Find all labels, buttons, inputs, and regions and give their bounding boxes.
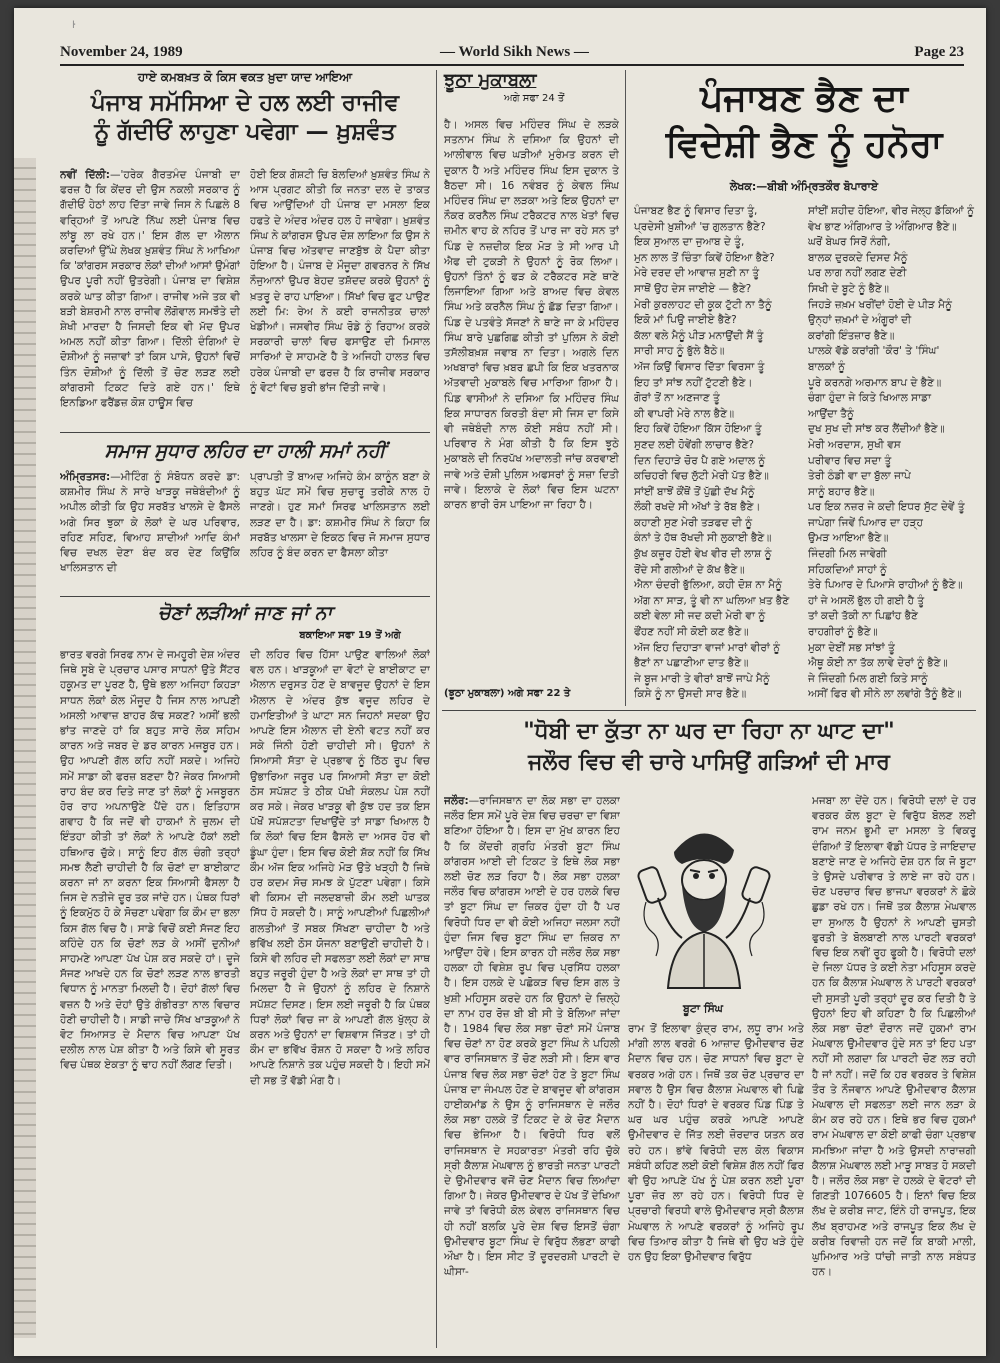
- chona-col1: [60, 648, 240, 1348]
- samaj-col1: [60, 470, 240, 590]
- dhobi-headline-line1: "ਧੋਬੀ ਦਾ ਕੁੱਤਾ ਨਾ ਘਰ ਦਾ ਰਿਹਾ ਨਾ ਘਾਟ ਦਾ": [523, 719, 895, 744]
- story-text: ਹੋਈ ਇਕ ਗੋਸ਼ਟੀ ਚਿ ਬੋਲਦਿਆਂ ਖ਼ੁਸ਼ਵੰਤ ਸਿੰਘ ਨੇ ਆਸ ਪ੍ਰਗਟ ਕੀਤੀ ਕਿ ਜਨਤਾ ਦਲ ਦੇ ਤਾਕਤ ਵਿਚ ਆਉਂਦਿਆਂ ਹੀ ਪੰਜਾਬ ਦਾ ਮਸਲਾ ਇਕ ਹਫਤੇ ਦੇ ਅੰਦਰ ਅੰਦਰ ਹਲ ਹੋ ਜਾਵੇਗਾ। ਖ਼ੁਸ਼ਵੰਤ ਸਿੰਘ ਨੇ ਕਾਂਗਰਸ ਉਪਰ ਦੋਸ਼ ਲਾਇਆ ਕਿ ਉਸ ਨੇ ਪੰਜਾਬ ਵਿਚ ਅੱਤਵਾਦ ਜਾਣਬੁੱਝ ਕੇ ਪੈਦਾ ਕੀਤਾ ਹੋਇਆ ਹੈ। ਪੰਜਾਬ ਦੇ ਮੌਜੂਦਾ ਗਵਰਨਰ ਨੇ ਸਿੱਖ ਨੌਜੁਆਨਾਂ ਉਪਰ ਬੇਹਦ ਤਸ਼ੱਦਦ ਕਰਕੇ ਉਹਨਾਂ ਨੂੰ ਖ਼ਤਰੂ ਦੇ ਰਾਹ ਪਾਇਆ। ਸਿੱਖਾਂ ਵਿਚ ਫੁਟ ਪਾਉਣ ਲਈ ਮਿ: ਰੇਅ ਨੇ ਕਈ ਰਾਜਨੀਤਕ ਚਾਲਾਂ ਖੇਡੀਆਂ। ਜਸਵੀਰ ਸਿੰਘ ਰੋਡੇ ਨੂੰ ਰਿਹਾਅ ਕਰਕੇ ਸਰਕਾਰੀ ਚਾਲਾਂ ਵਿਚ ਫਸਾਉਣ ਦੀ ਮਿਸਾਲ ਸਾਰਿਆਂ ਦੇ ਸਾਹਮਣੇ ਹੈ ਤੇ ਅਜਿਹੀ ਹਾਲਤ ਵਿਚ ਹਰੇਕ ਪੰਜਾਬੀ ਦਾ ਫਰਜ਼ ਹੈ ਕਿ ਰਾਜੀਵ ਸਰਕਾਰ ਨੂੰ ਵੋਟਾਂ ਵਿਚ ਬੁਰੀ ਭਾਂਜ ਦਿੱਤੀ ਜਾਵੇ।: [250, 169, 430, 394]
- dateline: ਜਲੌਰ:: [444, 795, 469, 807]
- binding-holes: [14, 158, 36, 1338]
- story-text: ਹੈ। ਅਸਲ ਵਿਚ ਮਹਿੰਦਰ ਸਿੰਘ ਦੇ ਲੜਕੇ ਸਤਨਾਮ ਸਿੰਘ ਨੇ ਦਸਿਆ ਕਿ ਉਹਨਾਂ ਦੀ ਆਲੀਵਾਲ ਵਿਚ ਘੜੀਆਂ ਮੁਰੰਮਤ ਕਰਨ ਦੀ ਦੁਕਾਨ ਹੈ ਅਤੇ ਮਹਿੰਦਰ ਸਿੰਘ ਇਸ ਦੁਕਾਨ ਤੇ ਬੈਠਦਾ ਸੀ। 16 ਨਵੰਬਰ ਨੂੰ ਕੇਵਲ ਸਿੰਘ ਮਹਿੰਦਰ ਸਿੰਘ ਦਾ ਲੜਕਾ ਅਤੇ ਇਕ ਉਹਨਾਂ ਦਾ ਨੌਕਰ ਕਰਨੈਲ ਸਿੰਘ ਟਰੈਕਟਰ ਨਾਲ ਖੇਤਾਂ ਵਿਚ ਜ਼ਮੀਨ ਵਾਹ ਕੇ ਨਹਿਰ ਤੋਂ ਪਾਰ ਜਾ ਰਹੇ ਸਨ ਤਾਂ ਪਿੰਡ ਦੇ ਨਜ਼ਦੀਕ ਇਕ ਮੋੜ ਤੇ ਸੀ ਆਰ ਪੀ ਐਫ ਦੀ ਟੁਕੜੀ ਨੇ ਉਹਨਾਂ ਨੂੰ ਰੋਕ ਲਿਆ। ਉਹਨਾਂ ਤਿੰਨਾਂ ਨੂੰ ਫੜ ਕੇ ਟਰੈਕਟਰ ਸਣੇ ਥਾਣੇ ਲਿਜਾਇਆ ਗਿਆ ਅਤੇ ਬਾਅਦ ਵਿਚ ਕੇਵਲ ਸਿੰਘ ਅਤੇ ਕਰਨੈਲ ਸਿੰਘ ਨੂੰ ਛੱਡ ਦਿਤਾ ਗਿਆ। ਪਿੰਡ ਦੇ ਪਤਵੰਤੇ ਸੱਜਣਾਂ ਨੇ ਥਾਣੇ ਜਾ ਕੇ ਮਹਿੰਦਰ ਸਿੰਘ ਬਾਰੇ ਪੁਛਗਿਛ ਕੀਤੀ ਤਾਂ ਪੁਲਿਸ ਨੇ ਕੋਈ ਤਸੱਲੀਬਖ਼ਸ਼ ਜਵਾਬ ਨਾ ਦਿਤਾ। ਅਗਲੇ ਦਿਨ ਅਖਬਾਰਾਂ ਵਿਚ ਖ਼ਬਰ ਛਪੀ ਕਿ ਇਕ ਖਤਰਨਾਕ ਅੱਤਵਾਦੀ ਮੁਕਾਬਲੇ ਵਿਚ ਮਾਰਿਆ ਗਿਆ ਹੈ। ਪਿੰਡ ਵਾਸੀਆਂ ਨੇ ਦਸਿਆ ਕਿ ਮਹਿੰਦਰ ਸਿੰਘ ਇਕ ਸਾਧਾਰਨ ਕਿਰਤੀ ਬੰਦਾ ਸੀ ਜਿਸ ਦਾ ਕਿਸੇ ਵੀ ਜਥੇਬੰਦੀ ਨਾਲ ਕੋਈ ਸਬੰਧ ਨਹੀਂ ਸੀ। ਪਰਿਵਾਰ ਨੇ ਮੰਗ ਕੀਤੀ ਹੈ ਕਿ ਇਸ ਝੂਠੇ ਮੁਕਾਬਲੇ ਦੀ ਨਿਰਪੱਖ ਅਦਾਲਤੀ ਜਾਂਚ ਕਰਵਾਈ ਜਾਵੇ ਅਤੇ ਦੋਸ਼ੀ ਪੁਲਿਸ ਅਫਸਰਾਂ ਨੂੰ ਸਜ਼ਾ ਦਿਤੀ ਜਾਵੇ। ਇਲਾਕੇ ਦੇ ਲੋਕਾਂ ਵਿਚ ਇਸ ਘਟਨਾ ਕਾਰਨ ਭਾਰੀ ਰੋਸ ਪਾਇਆ ਜਾ ਰਿਹਾ ਹੈ।: [444, 119, 619, 512]
- paper-title: — World Sikh News —: [440, 44, 589, 60]
- story-headline-line2: ਨੂੰ ਗੱਦੀਓਂ ਲਾਹੁਣਾ ਪਵੇਗਾ — ਖ਼ੁਸ਼ਵੰਤ: [94, 119, 396, 145]
- story-headline-line1: ਪੰਜਾਬ ਸਮੱਸਿਆ ਦੇ ਹਲ ਲਈ ਰਾਜੀਵ: [91, 90, 399, 116]
- poem-col1: ਪੰਜਾਬਣ ਭੈਣ ਨੂੰ ਵਿਸਾਰ ਦਿਤਾ ਤੂੰ, ਪ੍ਰਦੇਸੀ ਖ਼ੁਸ਼ੀਆਂ 'ਚ ਗੁਲਤਾਨ ਭੈਣੇ? ਇਕ ਸੁਆਲ ਦਾ ਜੁਆਬ ਦੇ ਤੂੰ, ਮੁਨ ਲਾਲ ਤੋਂ ਚਿੰਤਾ ਕਿਵੇਂ ਹੋਇਆ ਭੈਣੇ? ਮੇਰੇ ਦਰਦ ਦੀ ਆਵਾਜ਼ ਸੁਣੀ ਨਾ ਤੂੰ ਸਾਥੋਂ ਉਹ ਦੇਸ ਜਾਈਏ — ਭੈਣੇ? ਮੇਰੀ ਕੁਰਲਾਹਟ ਦੀ ਕੂਕ ਟੁੱਟੀ ਨਾ ਤੈਨੂੰ ਇਕੋ ਮਾਂ ਪਿਉ ਜਾਈਏ ਭੈਣੇ? ਕੱਲਾ ਵਲੇ ਮੈਨੂੰ ਪੀੜ ਮਨਾਉਂਦੀ ਸੈਂ ਤੂੰ ਸਾਰੀ ਸਾਹ ਨੂੰ ਭੁੱਲੇ ਬੈਠੇ॥ ਅੱਜ ਕਿਉਂ ਵਿਸਾਰ ਦਿੱਤਾ ਵਿਰਸਾ ਤੂੰ ਇਹ ਤਾਂ ਸਾਂਝ ਨਹੀਂ ਟੁੱਟਣੀ ਭੈਣੇ। ਗੋਰਾਂ ਤੋਂ ਨਾ ਅਣਜਾਣ ਤੂੰ ਕੀ ਵਾਪਰੀ ਮੇਰੇ ਨਾਲ ਭੈਣੇ॥ ਇਹ ਕਿਵੇਂ ਹੋਇਆ ਕਿੱਸ ਹੋਇਆ ਤੂੰ ਸੁਣਦ ਲਈ ਹੋਵੇਂਗੀ ਲਾਚਾਰ ਭੈਣੇ? ਦਿਨ ਦਿਹਾੜੇ ਚੋਰ ਪੈ ਗਏ ਅਦਾਲ ਨੂੰ ਕਚਿਹਰੀ ਵਿਚ ਲੁੱਟੀ ਮੇਰੀ ਪੱਤ ਭੈਣੇ॥ ਸਾਂਈਂ ਬਾਝੋਂ ਕੌਂਥੋਂ ਤੋਂ ਪੁੱਛੀ ਦੱਖ ਮੈਨੂੰ ਲੌਕੀ ਰਖਦੇ ਸੀ ਅੱਖਾਂ ਤੇ ਰੱਬ ਭੈਣੇ। ਕਹਾਣੀ ਸੁਣ ਮੇਰੀ ਤੜਫਦ ਦੀ ਨੂੰ ਕੰਨਾਂ ਤੇ ਹੱਥ ਰੱਖਦੀ ਸੀ ਲੁਕਾਈ ਭੈਣੇ॥ ਕੁੱਖ ਕਜ਼ੂਰ ਹੋਈ ਵੇਖ ਵੀਰ ਦੀ ਲਾਸ਼ ਨੂੰ ਰੋਂਦੇ ਸੀ ਗਲੀਆਂ ਦੇ ਕੱਖ ਭੈਣੇ॥ ਐਨਾ ਚੰਦਰੀ ਭੁੱਲਿਆ, ਕਹੀ ਦੋਸ਼ ਨਾ ਮੈਨੂੰ ਅੱਗ ਨਾ ਸਾੜ, ਤੂੰ ਵੀ ਨਾ ਘਲਿਆ ਖ਼ਤ ਭੈਣੇ ਕਈ ਵੇਲਾ ਸੀ ਜਦ ਕਦੀ ਮੇਰੀ ਵਾ ਨੂੰ ਫੌਂਹਣ ਨਹੀਂ ਸੀ ਕੋਈ ਕਣ ਭੈਣੇ॥ ਅੱਜ ਇਹ ਦਿਹਾੜਾ ਵਾਜਾਂ ਮਾਰਾਂ ਵੀਰਾਂ ਨੂੰ ਭੈਣਾਂ ਨਾ ਪਛਾਣੀਆ ਦਾਤ ਭੈਣੇ॥ ਜੇ ਬੂਜ ਮਾਰੀ ਤੇ ਵੀਰਾਂ ਬਾਝੋਂ ਜਾਪੇ ਮੈਨੂੰ ਕਿਸੇ ਨੂੰ ਨਾ ਉਸਦੀ ਸਾਰ ਭੈਣੇ॥: [634, 205, 790, 701]
- cartoon-caption: ਬੂਟਾ ਸਿੰਘ: [683, 1002, 723, 1015]
- continued-from: ਬਕਾਇਆ ਸਫਾ 19 ਤੋਂ ਅਗੇ: [299, 630, 401, 641]
- story-text: —ਰਾਜਿਸਥਾਨ ਦਾ ਲੋਕ ਸਭਾ ਦਾ ਹਲਕਾ ਜਲੌਰ ਇਸ ਸਮੇਂ ਪੂਰੇ ਦੇਸ਼ ਵਿਚ ਚਰਚਾ ਦਾ ਵਿਸ਼ਾ ਬਣਿਆ ਹੋਇਆ ਹੈ। ਇਸ ਦਾ ਮੁੱਖ ਕਾਰਨ ਇਹ ਹੈ ਕਿ ਕੇਂਦਰੀ ਗ੍ਰਹਿ ਮੰਤਰੀ ਬੂਟਾ ਸਿੰਘ ਕਾਂਗਰਸ ਆਈ ਦੀ ਟਿਕਟ ਤੇ ਇਥੇ ਲੋਕ ਸਭਾ ਲਈ ਚੋਣ ਲੜ ਰਿਹਾ ਹੈ। ਲੋਕ ਸਭਾ ਹਲਕਾ ਜਲੌਰ ਵਿਚ ਕਾਂਗਰਸ ਆਈ ਦੇ ਹਰ ਹਲਕੇ ਵਿਚ ਤਾਂ ਬੂਟਾ ਸਿੰਘ ਦਾ ਜ਼ਿਕਰ ਹੁੰਦਾ ਹੀ ਹੈ ਪਰ ਵਿਰੋਧੀ ਧਿਰ ਦਾ ਵੀ ਕੋਈ ਅਜਿਹਾ ਜਲਸਾ ਨਹੀਂ ਹੁੰਦਾ ਜਿਸ ਵਿਚ ਬੂਟਾ ਸਿੰਘ ਦਾ ਜ਼ਿਕਰ ਨਾ ਆਉਂਦਾ ਹੋਵੇ। ਇਸ ਕਾਰਨ ਹੀ ਜਲੌਰ ਲੋਕ ਸਭਾ ਹਲਕਾ ਹੀ ਵਿਸ਼ੇਸ਼ ਰੂਪ ਵਿਚ ਪ੍ਰਸਿੱਧ ਹਲਕਾ ਹੈ। ਇਸ ਹਲਕੇ ਦੇ ਪਛੋਕੜ ਵਿਚ ਇਸ ਗਲ ਤੇ ਖ਼ੁਸ਼ੀ ਮਹਿਸੂਸ ਕਰਦੇ ਹਨ ਕਿ ਉਹਨਾਂ ਦੇ ਜ਼ਿਲ੍ਹੇ ਦਾ ਨਾਮ ਹਰ ਰੋਜ਼ ਬੀ ਬੀ ਸੀ ਤੇ ਬੋਲਿਆ ਜਾਂਦਾ ਹੈ। 1984 ਵਿਚ ਲੋਕ ਸਭਾ ਚੋਣਾਂ ਸਮੇਂ ਪੰਜਾਬ ਵਿਚ ਚੋਣਾਂ ਨਾ ਹੋਣ ਕਰਕੇ ਬੂਟਾ ਸਿੰਘ ਨੇ ਪਹਿਲੀ ਵਾਰ ਰਾਜਿਸਥਾਨ ਤੋਂ ਚੋਣ ਲੜੀ ਸੀ। ਇਸ ਵਾਰ ਪੰਜਾਬ ਵਿਚ ਲੋਕ ਸਭਾ ਚੋਣਾਂ ਹੋਣ ਤੇ ਬੂਟਾ ਸਿੰਘ ਪੰਜਾਬ ਦਾ ਜੰਮਪਲ ਹੋਣ ਦੇ ਬਾਵਜੂਦ ਵੀ ਕਾਂਗਰਸ ਹਾਈਕਮਾਂਡ ਨੇ ਉਸ ਨੂੰ ਰਾਜਿਸਥਾਨ ਦੇ ਜਲੌਰ ਲੋਕ ਸਭਾ ਹਲਕੇ ਤੋਂ ਟਿਕਟ ਦੇ ਕੇ ਚੋਣ ਮੈਦਾਨ ਵਿਚ ਭੇਜਿਆ ਹੈ। ਵਿਰੋਧੀ ਧਿਰ ਵਲੋਂ ਰਾਜਿਸਥਾਨ ਦੇ ਸਹਕਾਰਤਾ ਮੰਤਰੀ ਰਹਿ ਚੁੱਕੇ ਸ੍ਰੀ ਕੈਲਾਸ਼ ਮੇਘਵਾਲ ਨੂੰ ਭਾਰਤੀ ਜਨਤਾ ਪਾਰਟੀ ਦੇ ਉਮੀਦਵਾਰ ਵਜੋਂ ਚੋਣ ਮੈਦਾਨ ਵਿਚ ਲਿਆਂਦਾ ਗਿਆ ਹੈ। ਜੇਕਰ ਉਮੀਦਵਾਰ ਦੇ ਪੱਖ ਤੋਂ ਦੇਖਿਆ ਜਾਵੇ ਤਾਂ ਵਿਰੋਧੀ ਕੋਲ ਕੇਵਲ ਰਾਜਿਸਥਾਨ ਵਿਚ ਹੀ ਨਹੀਂ ਬਲਕਿ ਪੂਰੇ ਦੇਸ਼ ਵਿਚ ਇਸਤੋਂ ਚੰਗਾ ਉਮੀਦਵਾਰ ਬੂਟਾ ਸਿੰਘ ਦੇ ਵਿਰੁੱਧ ਲੱਭਣਾ ਕਾਫੀ ਔਖਾ ਹੈ। ਇਸ ਸੀਟ ਤੋਂ ਦੂਰਦਰਸ਼ੀ ਪਾਰਟੀ ਦੇ ਘੀਸਾ-: [444, 795, 620, 1279]
- section-divider: [60, 596, 430, 597]
- continued-from: ਅਗੇ ਸਫਾ 24 ਤੋਂ: [504, 93, 565, 104]
- page-header: [60, 42, 964, 66]
- section-divider: [60, 432, 430, 433]
- column-rule: [625, 70, 626, 706]
- poem-headline-line2: ਵਿਦੇਸ਼ੀ ਭੈਣ ਨੂੰ ਹਨੋਰਾ: [665, 124, 943, 165]
- story-text: ਦੀ ਲਹਿਰ ਵਿਚ ਹਿੱਸਾ ਪਾਉਣ ਵਾਲਿਆਂ ਲੋਕਾਂ ਵਲ ਹਨ। ਖਾੜਕੂਆਂ ਦਾ ਵੋਟਾਂ ਦੇ ਬਾਈਕਾਟ ਦਾ ਐਲਾਨ ਦਰੁਸਤ ਹੋਣ ਦੇ ਬਾਵਜੂਦ ਉਹਨਾਂ ਦੇ ਇਸ ਐਲਾਨ ਦੇ ਅੰਦਰ ਕੁੱਝ ਵਜੂਦ ਲਹਿਰ ਦੇ ਹਮਾਇਤੀਆਂ ਤੇ ਘਾਟਾ ਸਨ ਜਿਹਨਾਂ ਸਦਕਾ ਉਹ ਆਪਣੇ ਇਸ ਐਲਾਨ ਦੀ ਏਨੀ ਵਟਤ ਨਹੀਂ ਕਰ ਸਕੇ ਜਿੰਨੀ ਹੋਣੀ ਚਾਹੀਦੀ ਸੀ। ਉਹਨਾਂ ਨੇ ਸਿਆਸੀ ਸੱਤਾ ਦੇ ਪ੍ਰਭਾਵ ਨੂੰ ਠਿੱਠ ਰੂਪ ਵਿਚ ਉਭਾਰਿਆ ਜਰੂਰ ਪਰ ਸਿਆਸੀ ਸੱਤਾ ਦਾ ਕੋਈ ਠੋਸ ਸਪੱਸ਼ਟ ਤੇ ਠੀਕ ਪੱਖੀ ਸੰਕਲਪ ਪੇਸ਼ ਨਹੀਂ ਕਰ ਸਕੇ। ਜੇਕਰ ਖਾੜਕੂ ਵੀ ਕੁੱਝ ਹਦ ਤਕ ਇਸ ਪੱਖੋਂ ਸਪੱਸ਼ਟਤਾ ਦਿਖਾਉਂਦੇ ਤਾਂ ਸਾਡਾ ਖਿਆਲ ਹੈ ਕਿ ਲੋਕਾਂ ਵਿਚ ਇਸ ਫੈਸਲੇ ਦਾ ਅਸਰ ਹੋਰ ਵੀ ਡੂੰਘਾ ਹੁੰਦਾ। ਇਸ ਵਿਚ ਕੋਈ ਸ਼ੱਕ ਨਹੀਂ ਕਿ ਸਿੱਖ ਕੌਮ ਅੱਜ ਇਕ ਅਜਿਹੇ ਮੋੜ ਉਤੇ ਖੜ੍ਹੀ ਹੈ ਜਿਥੇ ਹਰ ਕਦਮ ਸੋਚ ਸਮਝ ਕੇ ਪੁੱਟਣਾ ਪਵੇਗਾ। ਕਿਸੇ ਵੀ ਕਿਸਮ ਦੀ ਜਲਦਬਾਜ਼ੀ ਕੌਮ ਲਈ ਘਾਤਕ ਸਿੱਧ ਹੋ ਸਕਦੀ ਹੈ। ਸਾਨੂੰ ਆਪਣੀਆਂ ਪਿਛਲੀਆਂ ਗਲਤੀਆਂ ਤੋਂ ਸਬਕ ਸਿੱਖਣਾ ਚਾਹੀਦਾ ਹੈ ਅਤੇ ਭਵਿੱਖ ਲਈ ਠੋਸ ਯੋਜਨਾ ਬਣਾਉਣੀ ਚਾਹੀਦੀ ਹੈ। ਕਿਸੇ ਵੀ ਲਹਿਰ ਦੀ ਸਫਲਤਾ ਲਈ ਲੋਕਾਂ ਦਾ ਸਾਥ ਬਹੁਤ ਜਰੂਰੀ ਹੁੰਦਾ ਹੈ ਅਤੇ ਲੋਕਾਂ ਦਾ ਸਾਥ ਤਾਂ ਹੀ ਮਿਲਦਾ ਹੈ ਜੇ ਉਹਨਾਂ ਨੂੰ ਲਹਿਰ ਦੇ ਨਿਸ਼ਾਨੇ ਸਪੱਸ਼ਟ ਦਿਸਣ। ਇਸ ਲਈ ਜਰੂਰੀ ਹੈ ਕਿ ਪੰਥਕ ਧਿਰਾਂ ਲੋਕਾਂ ਵਿਚ ਜਾ ਕੇ ਆਪਣੀ ਗੱਲ ਖੁੱਲ੍ਹ ਕੇ ਕਰਨ ਅਤੇ ਉਹਨਾਂ ਦਾ ਵਿਸ਼ਵਾਸ ਜਿੱਤਣ। ਤਾਂ ਹੀ ਕੌਮ ਦਾ ਭਵਿੱਖ ਰੌਸ਼ਨ ਹੋ ਸਕਦਾ ਹੈ ਅਤੇ ਲਹਿਰ ਆਪਣੇ ਨਿਸ਼ਾਨੇ ਤਕ ਪਹੁੰਚ ਸਕਦੀ ਹੈ। ਇਹੀ ਸਮੇਂ ਦੀ ਸਭ ਤੋਂ ਵੱਡੀ ਮੰਗ ਹੈ।: [250, 649, 430, 1087]
- page-number: Page 23: [914, 44, 964, 60]
- story-text: —'ਹਰੇਕ ਗੈਰਤਮੰਦ ਪੰਜਾਬੀ ਦਾ ਫਰਜ਼ ਹੈ ਕਿ ਕੇਂਦਰ ਦੀ ਉਸ ਨਕਲੀ ਸਰਕਾਰ ਨੂੰ ਗੱਦੀਓਂ ਹੇਠਾਂ ਲਾਹ ਦਿੱਤਾ ਜਾਵੇ ਜਿਸ ਨੇ ਪਿਛਲੇ 8 ਵਰ੍ਹਿਆਂ ਤੋਂ ਆਪਣੇ ਨਿੱਘ ਲਈ ਪੰਜਾਬ ਵਿਚ ਲਾਂਬੂ ਲਾ ਰਖੇ ਹਨ।' ਇਸ ਗੱਲ ਦਾ ਐਲਾਨ ਕਰਦਿਆਂ ਉੱਘੇ ਲੇਖਕ ਖ਼ੁਸ਼ਵੰਤ ਸਿੰਘ ਨੇ ਆਖਿਆ ਕਿ 'ਕਾਂਗਰਸ ਸਰਕਾਰ ਲੋਕਾਂ ਦੀਆਂ ਆਸਾਂ ਉਮੰਗਾਂ ਉਪਰ ਪੂਰੀ ਨਹੀਂ ਉਤਰੇਗੀ। ਪੰਜਾਬ ਦਾ ਵਿਸ਼ੇਸ਼ ਕਰਕੇ ਘਾਤ ਕੀਤਾ ਗਿਆ। ਰਾਜੀਵ ਅਜੇ ਤਕ ਵੀ ਬੜੀ ਬੇਸ਼ਰਮੀ ਨਾਲ ਰਾਜੀਵ ਲੋਂਗੋਵਾਲ ਸਮਝੌਤੇ ਦੀ ਸ਼ੇਖੀ ਮਾਰਦਾ ਹੈ ਜਿਸਦੀ ਇਕ ਵੀ ਮੱਦ ਉਪਰ ਅਮਲ ਨਹੀਂ ਕੀਤਾ ਗਿਆ। ਦਿੱਲੀ ਦੰਗਿਆਂ ਦੇ ਦੋਸ਼ੀਆਂ ਨੂੰ ਜਜ਼ਾਵਾਂ ਤਾਂ ਕਿਸ ਪਾਸੇ, ਉਹਨਾਂ ਵਿਚੋਂ ਤਿੰਨ ਦੋਸ਼ੀਆਂ ਨੂੰ ਦਿੱਲੀ ਤੋਂ ਚੋਣ ਲੜਣ ਲਈ ਕਾਂਗਰਸੀ ਟਿਕਟ ਦਿਤੇ ਗਏ ਹਨ।' ਇਥੇ ਇਨਡਿਆ ਫਰੈਂਡਜ਼ ਕੋਸ਼ ਹਾਊਸ ਵਿਚ: [60, 169, 240, 410]
- dhobi-story: [442, 716, 976, 778]
- samaj-headline: ਸਮਾਜ ਸੁਧਾਰ ਲਹਿਰ ਦਾ ਹਾਲੀ ਸਮਾਂ ਨਹੀਂ: [104, 440, 386, 462]
- story-text: ਰਾਮ ਤੋਂ ਇਲਾਵਾ ਕੁੰਦ੍ਰ ਰਾਮ, ਲਧੂ ਰਾਮ ਅਤੇ ਮਾਂਗੀ ਲਾਲ ਵਰਗੇ 6 ਆਜ਼ਾਦ ਉਮੀਦਵਾਰ ਚੋਣ ਮੈਦਾਨ ਵਿਚ ਹਨ। ਚੋਣ ਸਾਧਨਾਂ ਵਿਚ ਬੂਟਾ ਦੇ ਵਰਕਰ ਅਗੇ ਹਨ। ਜਿਥੋਂ ਤਕ ਚੋਣ ਪ੍ਰਚਾਰ ਦਾ ਸਵਾਲ ਹੈ ਉਸ ਵਿਚ ਕੈਲਾਸ਼ ਮੇਘਵਾਲ ਵੀ ਪਿਛੇ ਨਹੀਂ ਹੈ। ਦੋਹਾਂ ਧਿਰਾਂ ਦੇ ਵਰਕਰ ਪਿੰਡ ਪਿੰਡ ਤੇ ਘਰ ਘਰ ਪਹੁੰਚ ਕਰਕੇ ਆਪਣੇ ਆਪਣੇ ਉਮੀਦਵਾਰ ਦੇ ਜਿੱਤ ਲਈ ਜ਼ੋਰਦਾਰ ਯਤਨ ਕਰ ਰਹੇ ਹਨ। ਭਾਂਵੇ ਵਿਰੋਧੀ ਦਲ ਕੋਲ ਵਿਕਾਸ ਸਬੰਧੀ ਕਹਿਣ ਲਈ ਕੋਈ ਵਿਸ਼ੇਸ਼ ਗੱਲ ਨਹੀਂ ਫਿਰ ਵੀ ਉਹ ਆਪਣੇ ਪੱਖ ਨੂੰ ਪੇਸ਼ ਕਰਨ ਲਈ ਪੂਰਾ ਪੂਰਾ ਜ਼ੋਰ ਲਾ ਰਹੇ ਹਨ। ਵਿਰੋਧੀ ਧਿਰ ਦੇ ਪ੍ਰਚਾਰੀ ਵਿਰਧੀ ਵਾਲੇ ਉਮੀਦਵਾਰ ਸ੍ਰੀ ਕੈਲਾਸ਼ ਮੇਘਵਾਲ ਨੇ ਆਪਣੇ ਵਰਕਰਾਂ ਨੂੰ ਅਜਿਹੇ ਰੂਪ ਵਿਚ ਤਿਆਰ ਕੀਤਾ ਹੈ ਜਿਥੇ ਵੀ ਉਹ ਖੜੇ ਹੁੰਦੇ ਹਨ ਉਹ ਇਕਾ ਉਮੀਦਵਾਰ ਵਿਰੁੱਧ: [628, 1023, 804, 1264]
- khushwant-story: [60, 70, 430, 147]
- jhootha-headline: ਝੂਠਾ ਮੁਕਾਬਲਾ: [444, 70, 537, 91]
- dhobi-headline-line2: ਜਲੌਰ ਵਿਚ ਵੀ ਚਾਰੇ ਪਾਸਿਉਂ ਗੜਿਆਂ ਦੀ ਮਾਰ: [528, 750, 890, 775]
- story-kicker: ਹਾਏ ਕਮਬਖ਼ਤ ਕੋ ਕਿਸ ਵਕਤ ਖ਼ੁਦਾ ਯਾਦ ਆਇਆ: [137, 70, 353, 84]
- dhobi-col1: [444, 794, 620, 1350]
- dhobi-col2: [628, 1022, 804, 1350]
- story-text: ਪ੍ਰਾਪਤੀ ਤੋਂ ਬਾਅਦ ਅਜਿਹੇ ਕੰਮ ਕਾਨੂੰਨ ਬਣਾ ਕੇ ਬਹੁਤ ਘੱਟ ਸਮੇਂ ਵਿਚ ਸੁਚਾਰੂ ਤਰੀਕੇ ਨਾਲ ਹੋ ਜਾਣਗੇ। ਹੁਣ ਸਮਾਂ ਸਿਰਫ ਖਾਲਿਸਤਾਨ ਲਈ ਲੜਣ ਦਾ ਹੈ। ਡਾ: ਕਸ਼ਮੀਰ ਸਿੰਘ ਨੇ ਕਿਹਾ ਕਿ ਸਰਬੱਤ ਖਾਲਸਾ ਦੇ ਇਕਠ ਵਿਚ ਜੋ ਸਮਾਜ ਸੁਧਾਰ ਲਹਿਰ ਨੂੰ ਬੰਦ ਕਰਨ ਦਾ ਫੈਸਲਾ ਕੀਤਾ: [250, 471, 430, 560]
- column-rule: [436, 70, 437, 1348]
- punjaban-poem: [634, 76, 974, 194]
- dateline: ਨਵੀਂ ਦਿੱਲੀ:: [60, 169, 110, 181]
- buta-singh-cartoon: [628, 798, 778, 998]
- jhootha-story: [444, 70, 619, 104]
- newspaper-page: [14, 8, 986, 1356]
- issue-date: November 24, 1989: [60, 44, 183, 60]
- story-text: —ਮੀਟਿੰਗ ਨੂੰ ਸੰਬੋਧਨ ਕਰਦੇ ਡਾ: ਕਸ਼ਮੀਰ ਸਿੰਘ ਨੇ ਸਾਰੇ ਖਾੜਕੂ ਜਥੇਬੰਦੀਆਂ ਨੂੰ ਅਪੀਲ ਕੀਤੀ ਕਿ ਉਹ ਸਰਬੱਤ ਖਾਲਸੇ ਦੇ ਫੈਸਲੇ ਅਗੇ ਸਿਰ ਝੁਕਾ ਕੇ ਲੋਕਾਂ ਦੇ ਘਰ ਪਰਿਵਾਰ, ਰਹਿਣ ਸਹਿਣ, ਵਿਆਹ ਸ਼ਾਦੀਆਂ ਆਦਿ ਕੰਮਾਂ ਵਿਚ ਦਖਲ ਦੇਣਾ ਬੰਦ ਕਰ ਦੇਣ ਕਿਉਂਕਿ ਖਾਲਿਸਤਾਨ ਦੀ: [60, 471, 240, 575]
- khushwant-col2: [250, 168, 430, 426]
- dhobi-col3: [812, 794, 976, 1350]
- poem-byline: ਲੇਖਕ:—ਬੀਬੀ ਅੰਮ੍ਰਿਤਕੌਰ ਬੋਪਾਰਾਏ: [729, 180, 879, 193]
- poem-col2: ਸਾਂਈਂ ਸ਼ਹੀਦ ਹੋਇਆ, ਵੀਰ ਜੇਲ੍ਹ ਡੱਕਿਆਂ ਨੂੰ ਵੇਖ ਭਾਣ ਅੰਗਿਆਰ ਤੇ ਅੰਗਿਆਰ ਭੈਣੇ॥ ਘਰੋਂ ਬੇਘਰ ਸਿਰੋਂ ਨੰਗੀ, ਬਾਲਕ ਦੁਰਕਦੇ ਦਿਸਦ ਮੈਨੂੰ ਪਰ ਲਾਗ ਨਹੀਂ ਲਗਣ ਦੇਣੀ ਸਿਖੀ ਦੇ ਬੂਟੇ ਨੂੰ ਭੈਣੇ॥ ਜਿਹੜੇ ਜ਼ਖ਼ਮ ਖਰੀਂਦਾਂ ਹੋਈ ਦੇ ਪੀੜ ਮੈਨੂੰ ਉਨ੍ਹਾਂ ਜ਼ਖ਼ਮਾਂ ਦੇ ਅੰਗੂਰਾਂ ਦੀ ਕਰਾਂਗੀ ਇੰਤਜ਼ਾਰ ਭੈਣੇ॥ ਪਾਲਕੇ ਵੱਡੇ ਕਰਾਂਗੀ 'ਕੌਰ' ਤੇ 'ਸਿੰਘ' ਬਾਲਕਾਂ ਨੂੰ ਪੂਰੇ ਕਰਨਗੇ ਅਰਮਾਨ ਬਾਪ ਦੇ ਭੈਣੇ॥ ਚੰਗਾ ਹੁੰਦਾ ਜੇ ਕਿਤੇ ਖਿਆਲ ਸਾਡਾ ਆਉਂਦਾ ਤੈਨੂੰ ਦੁਖ ਸੁਖ ਦੀ ਸਾਂਝ ਕਰ ਲੈਂਦੀਆਂ ਭੈਣੇ॥ ਮੇਰੀ ਅਰਦਾਸ, ਸੁਖੀ ਵਸ ਪਰੀਵਾਰ ਵਿਚ ਸਦਾ ਤੂੰ ਤੇਰੀ ਠੰਡੀ ਵਾ ਦਾ ਬੁੱਲਾ ਜਾਪੇ ਸਾਨੂੰ ਬਹਾਰ ਭੈਣੇ॥ ਪਰ ਇਕ ਨਜ਼ਰ ਜੇ ਕਦੀ ਇਧਰ ਸੁੱਟ ਦੇਵੇਂ ਤੂੰ ਜਾਪੇਗਾ ਜਿਵੇਂ ਪਿਆਰ ਦਾ ਹੜ੍ਹ ਉਮੜ ਆਇਆ ਭੈਣੇ॥ ਜਿੰਦਗੀ ਮਿਲ ਜਾਵੇਗੀ ਸਹਿਕਦਿਆਂ ਸਾਹਾਂ ਨੂੰ ਤੇਰੇ ਪਿਆਰ ਦੇ ਪਿਆਸੇ ਰਾਹੀਆਂ ਨੂੰ ਭੈਣੇ॥ ਹਾਂ ਜੇ ਅਸਲੋਂ ਭੁੱਲ ਹੀ ਗਈ ਹੈ ਤੂੰ ਤਾਂ ਕਦੀ ਤੱਕੀ ਨਾ ਪਿਛਾਂਹ ਭੈਣੇ ਰਾਹਗੀਰਾਂ ਨੂੰ ਭੈਣੇ॥ ਮੁਕਾ ਦੇਈਂ ਸਭ ਸਾਂਝਾਂ ਤੂੰ ਐਥੂ ਕੋਈ ਨਾ ਤੱਕ ਲਾਵੇ ਦੇਰਾਂ ਨੂੰ ਭੈਣੇ॥ ਜੇ ਜਿੰਦਗੀ ਮਿਲ ਗਈ ਕਿਤੇ ਸਾਨੂੰ ਅਸੀਂ ਫਿਰ ਵੀ ਸੀਨੇ ਲਾ ਲਵਾਂਗੇ ਤੈਨੂੰ ਭੈਣੇ॥: [808, 205, 974, 701]
- cartoon-illustration: [628, 798, 778, 998]
- jhootha-body: [444, 118, 619, 683]
- poem-headline-line1: ਪੰਜਾਬਣ ਭੈਣ ਦਾ: [700, 78, 908, 119]
- samaj-col2: [250, 470, 430, 590]
- archive-stamp: ŀ: [72, 20, 76, 31]
- chona-col2: [250, 648, 430, 1348]
- chona-headline: ਚੋਣਾਂ ਲੜੀਆਂ ਜਾਣ ਜਾਂ ਨਾ: [157, 602, 332, 624]
- section-divider: [442, 710, 976, 711]
- khushwant-col1: [60, 168, 240, 426]
- continued-to: (ਝੂਠਾ ਮੁਕਾਬਲਾ) ਅਗੇ ਸਫਾ 22 ਤੇ: [444, 688, 571, 699]
- dateline: ਅੰਮ੍ਰਿਤਸਰ:: [60, 471, 111, 483]
- story-text: ਭਾਰਤ ਵਰਗੇ ਸਿਰਫ ਨਾਮ ਦੇ ਜਮਹੂਰੀ ਦੇਸ਼ ਅੰਦਰ ਜਿਥੇ ਸੂਬੇ ਦੇ ਪ੍ਰਚਾਰ ਪਸਾਰ ਸਾਧਨਾਂ ਉਤੇ ਸੈਂਟਰ ਹਕੂਮਤ ਦਾ ਪੂਰਣ ਹੈ, ਉਥੇ ਭਲਾ ਅਜਿਹਾ ਕਿਹੜਾ ਸਾਧਨ ਲੋਕਾਂ ਕੋਲ ਮੌਜੂਦ ਹੈ ਜਿਸ ਨਾਲ ਆਪਣੀ ਅਸਲੀ ਆਵਾਜ਼ ਬਾਹਰ ਕੱਢ ਸਕਣ? ਅਸੀਂ ਭਲੀ ਭਾਂਤ ਜਾਣਦੇ ਹਾਂ ਕਿ ਬਹੁਤ ਸਾਰੇ ਲੋਕ ਸਹਿਮ ਕਾਰਨ ਅਤੇ ਜਬਰ ਦੇ ਡਰ ਕਾਰਨ ਮਜਬੂਰ ਹਨ। ਉਹ ਆਪਣੀ ਗੱਲ ਕਹਿ ਨਹੀਂ ਸਕਦੇ। ਅਜਿਹੇ ਸਮੇਂ ਸਾਡਾ ਕੀ ਫਰਜ਼ ਬਣਦਾ ਹੈ? ਜੇਕਰ ਸਿਆਸੀ ਰਾਹ ਬੰਦ ਕਰ ਦਿਤੇ ਜਾਣ ਤਾਂ ਲੋਕਾਂ ਨੂੰ ਮਜਬੂਰਨ ਹੋਰ ਰਾਹ ਅਪਨਾਉਣੇ ਪੈਂਦੇ ਹਨ। ਇਤਿਹਾਸ ਗਵਾਹ ਹੈ ਕਿ ਜਦੋਂ ਵੀ ਹਾਕਮਾਂ ਨੇ ਜ਼ੁਲਮ ਦੀ ਇੰਤਹਾ ਕੀਤੀ ਤਾਂ ਲੋਕਾਂ ਨੇ ਆਪਣੇ ਹੱਕਾਂ ਲਈ ਹਥਿਆਰ ਚੁੱਕੇ। ਸਾਨੂੰ ਇਹ ਗੱਲ ਚੰਗੀ ਤਰ੍ਹਾਂ ਸਮਝ ਲੈਣੀ ਚਾਹੀਦੀ ਹੈ ਕਿ ਚੋਣਾਂ ਦਾ ਬਾਈਕਾਟ ਕਰਨਾ ਜਾਂ ਨਾ ਕਰਨਾ ਇਕ ਸਿਆਸੀ ਫੈਸਲਾ ਹੈ ਜਿਸ ਦੇ ਨਤੀਜੇ ਦੂਰ ਤਕ ਜਾਂਦੇ ਹਨ। ਪੰਥਕ ਧਿਰਾਂ ਨੂੰ ਇਕਮੁੱਠ ਹੋ ਕੇ ਸੋਚਣਾ ਪਵੇਗਾ ਕਿ ਕੌਮ ਦਾ ਭਲਾ ਕਿਸ ਗੱਲ ਵਿਚ ਹੈ। ਸਾਡੇ ਵਿਚੋਂ ਕਈ ਸੱਜਣ ਇਹ ਕਹਿੰਦੇ ਹਨ ਕਿ ਚੋਣਾਂ ਲੜ ਕੇ ਅਸੀਂ ਦੁਨੀਆਂ ਸਾਹਮਣੇ ਆਪਣਾ ਪੱਖ ਪੇਸ਼ ਕਰ ਸਕਦੇ ਹਾਂ। ਦੂਜੇ ਸੱਜਣ ਆਖਦੇ ਹਨ ਕਿ ਚੋਣਾਂ ਲੜਣ ਨਾਲ ਭਾਰਤੀ ਵਿਧਾਨ ਨੂੰ ਮਾਨਤਾ ਮਿਲਦੀ ਹੈ। ਦੋਹਾਂ ਗੱਲਾਂ ਵਿਚ ਵਜ਼ਨ ਹੈ ਅਤੇ ਦੋਹਾਂ ਉਤੇ ਗੰਭੀਰਤਾ ਨਾਲ ਵਿਚਾਰ ਹੋਣੀ ਚਾਹੀਦੀ ਹੈ। ਸਾਡੀ ਜਾਚੇ ਸਿੱਖ ਖਾੜਕੂਆਂ ਨੇ ਵੋਟ ਸਿਆਸਤ ਦੇ ਮੈਦਾਨ ਵਿਚ ਆਪਣਾ ਪੱਖ ਦਲੀਲ ਨਾਲ ਪੇਸ਼ ਕੀਤਾ ਹੈ ਅਤੇ ਕਿਸੇ ਵੀ ਸੂਰਤ ਵਿਚ ਪੰਥਕ ਏਕਤਾ ਨੂੰ ਢਾਹ ਨਹੀਂ ਲੱਗਣ ਦਿਤੀ।: [60, 649, 240, 1072]
- story-text: ਮਜਬਾ ਲਾ ਦੇਂਦੇ ਹਨ। ਵਿਰੋਧੀ ਦਲਾਂ ਦੇ ਹਰ ਵਰਕਰ ਕੋਲ ਬੂਟਾ ਦੇ ਵਿਰੁੱਧ ਬੋਲਣ ਲਈ ਰਾਮ ਜਨਮ ਭੂਮੀ ਦਾ ਮਸਲਾ ਤੇ ਵਿਕਰੂ ਦੰਗਿਆਂ ਤੋਂ ਇਲਾਵਾ ਵੱਡੀ ਪੱਧਰ ਤੇ ਜਾਇਦਾਦ ਬਣਾਏ ਜਾਣ ਦੇ ਅਜਿਹੇ ਦੋਸ਼ ਹਨ ਕਿ ਜੋ ਬੂਟਾ ਤੇ ਉਸਦੇ ਪਰੀਵਾਰ ਤੇ ਲਾਏ ਜਾ ਰਹੇ ਹਨ। ਚੋਣ ਪਰਚਾਰ ਵਿਚ ਭਾਜਪਾ ਵਰਕਰਾਂ ਨੇ ਛੋਕੇ ਛੁਡਾ ਰਖੇ ਹਨ। ਜਿਥੋਂ ਤਕ ਕੈਲਾਸ਼ ਮੇਘਵਾਲ ਦਾ ਸੁਆਲ ਹੈ ਉਹਨਾਂ ਨੇ ਆਪਣੀ ਚੁਸਤੀ ਫੁਰਤੀ ਤੇ ਬੋਲਬਾਣੀ ਨਾਲ ਪਾਰਟੀ ਵਰਕਰਾਂ ਵਿਚ ਇਕ ਨਵੀਂ ਰੂਹ ਫੂਕੀ ਹੈ। ਵਿਰੋਧੀ ਦਲਾਂ ਦੇ ਜਿਲਾ ਪੱਧਰ ਤੇ ਕਈ ਨੇਤਾ ਮਹਿਸੂਸ ਕਰਦੇ ਹਨ ਕਿ ਕੈਲਾਸ਼ ਮੇਘਵਾਲ ਨੇ ਪਾਰਟੀ ਵਰਕਰਾਂ ਦੀ ਸੁਸਤੀ ਪੂਰੀ ਤਰ੍ਹਾਂ ਦੂਰ ਕਰ ਦਿਤੀ ਹੈ ਤੇ ਉਹਨਾਂ ਇਹ ਵੀ ਕਹਿਣਾ ਹੈ ਕਿ ਪਿਛਲੀਆਂ ਲੋਕ ਸਭਾ ਚੋਣਾਂ ਦੌਰਾਨ ਜਦੋਂ ਹੁਕਮਾਂ ਰਾਮ ਮੇਘਵਾਲ ਉਮੀਦਵਾਰ ਹੁੰਦੇ ਸਨ ਤਾਂ ਇਹ ਪਤਾ ਨਹੀਂ ਸੀ ਲਗਦਾ ਕਿ ਪਾਰਟੀ ਚੋਣ ਲੜ ਰਹੀ ਹੈ ਜਾਂ ਨਹੀਂ। ਜਦੋਂ ਕਿ ਹਰ ਵਰਕਰ ਤੇ ਵਿਸ਼ੇਸ਼ ਤੌਰ ਤੇ ਨੌਜਵਾਨ ਆਪਣੇ ਉਮੀਦਵਾਰ ਕੈਲਾਸ਼ ਮੇਘਵਾਲ ਦੀ ਸਫਲਤਾ ਲਈ ਜਾਨ ਲੜਾ ਕੇ ਕੰਮ ਕਰ ਰਹੇ ਹਨ। ਇਥੇ ਭਰ ਵਿਚ ਹੁਕਮਾਂ ਰਾਮ ਮੇਘਵਾਲ ਦਾ ਕੋਈ ਕਾਫੀ ਚੰਗਾ ਪ੍ਰਭਾਵ ਸਮਝਿਆ ਜਾਂਦਾ ਹੈ ਅਤੇ ਉਸਦੀ ਨਾਰਾਜ਼ਗੀ ਕੈਲਾਸ਼ ਮੇਘਵਾਲ ਲਈ ਮਾੜੂ ਸਾਬਤ ਹੋ ਸਕਦੀ ਹੈ। ਜਲੌਰ ਲੋਕ ਸਭਾ ਦੇ ਹਲਕੇ ਦੇ ਵੋਟਰਾਂ ਦੀ ਗਿਣਤੀ 1076605 ਹੈ। ਇਨਾਂ ਵਿਚ ਇਕ ਲੱਖ ਦੇ ਕਰੀਬ ਜਾਟ, ਇੰਨੇ ਹੀ ਰਾਜਪੂਤ, ਇਕ ਲੱਖ ਬ੍ਰਾਹਮਣ ਅਤੇ ਰਾਜਪੂਤ ਇਕ ਲੱਖ ਦੇ ਕਰੀਬ ਰਿਵਾਜ਼ੀ ਹਨ ਜਦੋਂ ਕਿ ਬਾਕੀ ਮਾਲੀ, ਘੁਮਿਆਰ ਅਤੇ ਧਾਂਚੀ ਜਾਤੀ ਨਾਲ ਸਬੰਧਤ ਹਨ।: [812, 795, 976, 1279]
